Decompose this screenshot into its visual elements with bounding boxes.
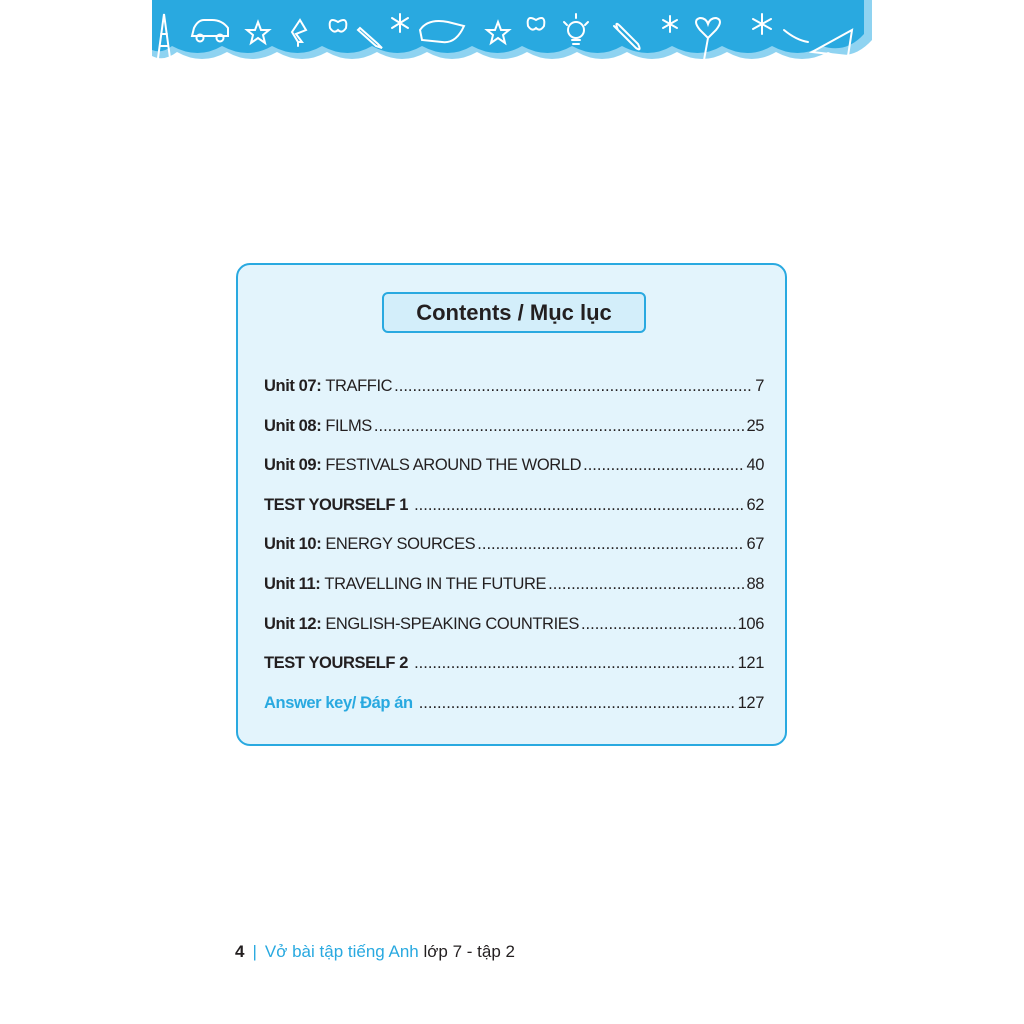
toc-entry-title: ENGLISH-SPEAKING COUNTRIES [325,614,579,633]
toc-entry-unit-11[interactable] [264,575,764,615]
table-of-contents [264,377,764,733]
dot-leader [414,496,744,515]
dot-leader [548,575,744,594]
toc-entry-title: FESTIVALS AROUND THE WORLD [325,456,582,475]
toc-entry-label: Unit 09: [264,456,322,475]
toc-entry-unit-09[interactable] [264,456,764,496]
contents-panel [236,263,787,746]
decorative-header-banner [152,0,872,68]
footer-separator: | [252,942,257,961]
dot-leader [583,456,744,475]
toc-entry-label: Unit 08: [264,416,322,435]
page-footer [235,942,515,962]
toc-entry-label: TEST YOURSELF 1 [264,495,409,514]
toc-entry-unit-10[interactable] [264,535,764,575]
book-grade: lớp 7 - tập 2 [423,942,515,961]
toc-entry-label: Answer key/ Đáp án [264,693,413,712]
toc-entry-label: TEST YOURSELF 2 [264,654,409,673]
book-title: Vở bài tập tiếng Anh [264,942,419,961]
toc-entry-label: Unit 07: [264,377,322,395]
toc-entry-title: FILMS [325,416,372,435]
toc-entry-page: 121 [737,654,764,673]
toc-entry-page: 67 [746,535,764,554]
toc-entry-page: 25 [746,416,764,435]
toc-entry-page: 88 [746,574,764,593]
dot-leader [414,654,736,673]
dot-leader [477,535,744,554]
toc-entry-unit-07[interactable] [264,377,764,417]
dot-leader [581,615,736,634]
toc-entry-unit-12[interactable] [264,615,764,655]
toc-entry-test-yourself-2[interactable] [264,654,764,694]
toc-entry-page: 7 [755,377,764,395]
toc-entry-label: Unit 10: [264,535,322,554]
toc-entry-label: Unit 11: [264,574,321,593]
contents-title: Contents / Mục lục [416,299,612,325]
page-number: 4 [235,942,245,961]
toc-entry-page: 62 [746,495,764,514]
dot-leader [419,694,736,713]
toc-entry-page: 40 [746,456,764,475]
toc-entry-title: ENERGY SOURCES [325,535,476,554]
dot-leader [374,417,745,436]
toc-entry-page: 106 [737,614,764,633]
toc-entry-title: TRAVELLING IN THE FUTURE [324,574,547,593]
toc-entry-page: 127 [737,693,764,712]
toc-entry-answer-key[interactable] [264,694,764,734]
toc-entry-unit-08[interactable] [264,417,764,457]
dot-leader [394,377,753,396]
toc-entry-title: TRAFFIC [325,377,393,395]
toc-entry-test-yourself-1[interactable] [264,496,764,536]
toc-entry-label: Unit 12: [264,614,322,633]
contents-title-box [382,292,646,333]
